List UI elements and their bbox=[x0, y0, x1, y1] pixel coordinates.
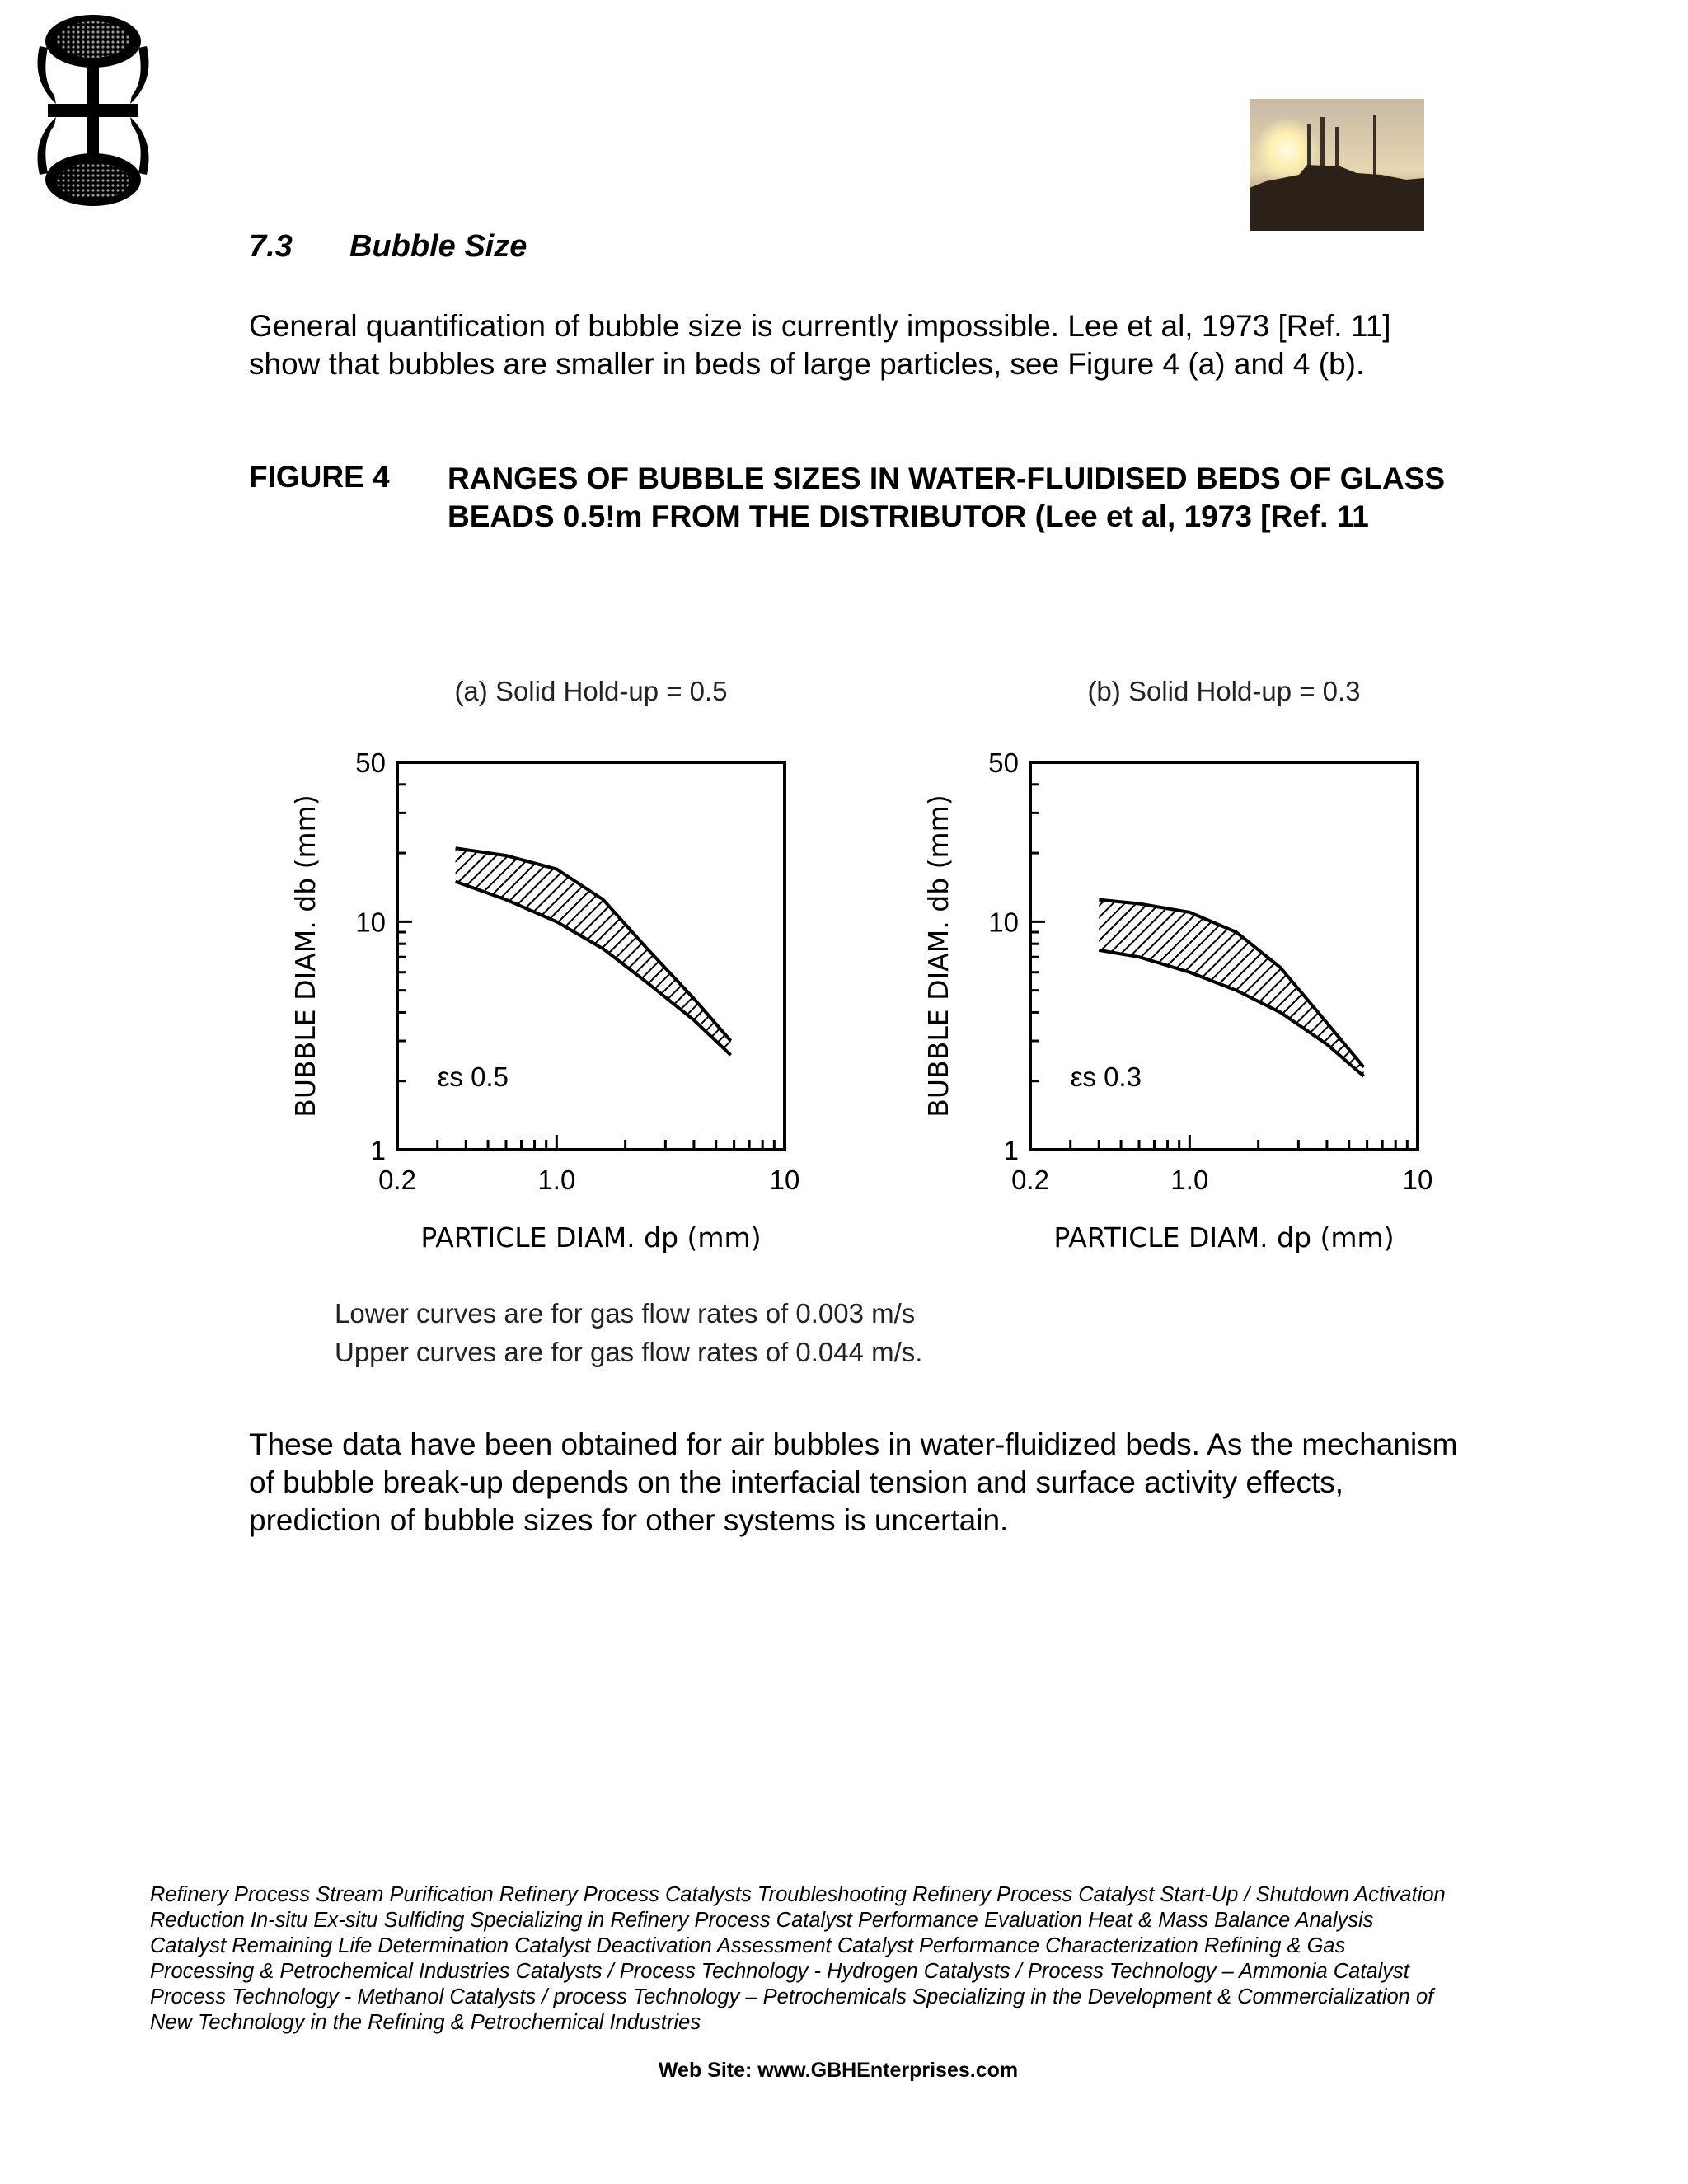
x-tick-label: 0.2 bbox=[1011, 1165, 1049, 1195]
figure-title: RANGES OF BUBBLE SIZES IN WATER-FLUIDISED BEDS OF GLASS BEADS 0.5!m FROM THE DISTRIBUTOR (Lee et al, 1973 [Ref. 11 bbox=[448, 462, 1446, 533]
chart-a-ylabel: BUBBLE DIAM. db (mm) bbox=[289, 794, 321, 1118]
x-tick-label: 0.2 bbox=[378, 1165, 416, 1195]
figure-note-lower: Lower curves are for gas flow rates of 0.003 m/s bbox=[335, 1298, 916, 1329]
y-tick-label: 10 bbox=[355, 907, 386, 938]
chart-b-xlabel: PARTICLE DIAM. dp (mm) bbox=[1053, 1221, 1395, 1254]
x-tick-label: 1.0 bbox=[537, 1165, 576, 1195]
chart-b-ylabel: BUBBLE DIAM. db (mm) bbox=[922, 794, 954, 1118]
figure-svg bbox=[280, 651, 1451, 1376]
section-heading bbox=[249, 229, 527, 265]
y-tick-label: 50 bbox=[355, 748, 386, 778]
footer-services: Refinery Process Stream Purification Refinery Process Catalysts Troubleshooting Refinery Process Catalyst Start-Up / Shutdown Activation Reduction In-situ Ex-situ Sulfiding Specializing in Refinery Process Catalyst Performance Evaluation Heat & Mass Balance Analysis Catalyst Remaining Life Determination Catalyst Deactivation Assessment Catalyst Performance Characterization Refining & Gas Processing & Petrochemical Industries Catalysts / Process Technology - Hydrogen Catalysts / Process Technology – Ammonia Catalyst Process Technology - Methanol Catalysts / process Technology – Petrochemicals Specializing in the Development & Commercialization of New Technology in the Refining & Petrochemical Industries bbox=[150, 1883, 1446, 2034]
figure-note-upper: Upper curves are for gas flow rates of 0.044 m/s. bbox=[335, 1337, 923, 1367]
company-logo bbox=[31, 15, 155, 206]
x-tick-label: 10 bbox=[769, 1165, 800, 1195]
x-tick-label: 10 bbox=[1402, 1165, 1433, 1195]
chart-b bbox=[922, 676, 1432, 1254]
chart-b-annotation: εs 0.3 bbox=[1070, 1061, 1142, 1092]
figure-label: FIGURE 4 bbox=[249, 460, 390, 494]
y-tick-label: 1 bbox=[370, 1135, 386, 1165]
chart-b-title: (b) Solid Hold-up = 0.3 bbox=[1087, 676, 1361, 706]
y-tick-label: 1 bbox=[1003, 1135, 1019, 1165]
intro-paragraph: General quantification of bubble size is currently impossible. Lee et al, 1973 [Ref. 11] show that bubbles are smaller in beds of large particles, see Figure 4 (a) and 4 (b). bbox=[249, 309, 1391, 381]
section-title: Bubble Size bbox=[349, 229, 528, 264]
chart-a bbox=[289, 676, 799, 1254]
y-tick-label: 50 bbox=[988, 748, 1019, 778]
figure-4 bbox=[280, 651, 1451, 1376]
chart-a-annotation: εs 0.5 bbox=[437, 1061, 509, 1092]
refinery-photo bbox=[1250, 99, 1424, 231]
y-tick-label: 10 bbox=[988, 907, 1019, 938]
section-number: 7.3 bbox=[249, 229, 293, 264]
chart-a-title: (a) Solid Hold-up = 0.5 bbox=[454, 676, 728, 706]
x-tick-label: 1.0 bbox=[1170, 1165, 1209, 1195]
chart-a-band bbox=[456, 848, 731, 1055]
chart-a-xlabel: PARTICLE DIAM. dp (mm) bbox=[420, 1221, 762, 1254]
footer-website: Web Site: www.GBHEnterprises.com bbox=[658, 2059, 1019, 2082]
conclusion-paragraph: These data have been obtained for air bubbles in water-fluidized beds. As the mechanism of bubble break-up depends on the interfacial tension and surface activity effects, prediction of bubble sizes for other systems is uncertain. bbox=[249, 1427, 1458, 1537]
